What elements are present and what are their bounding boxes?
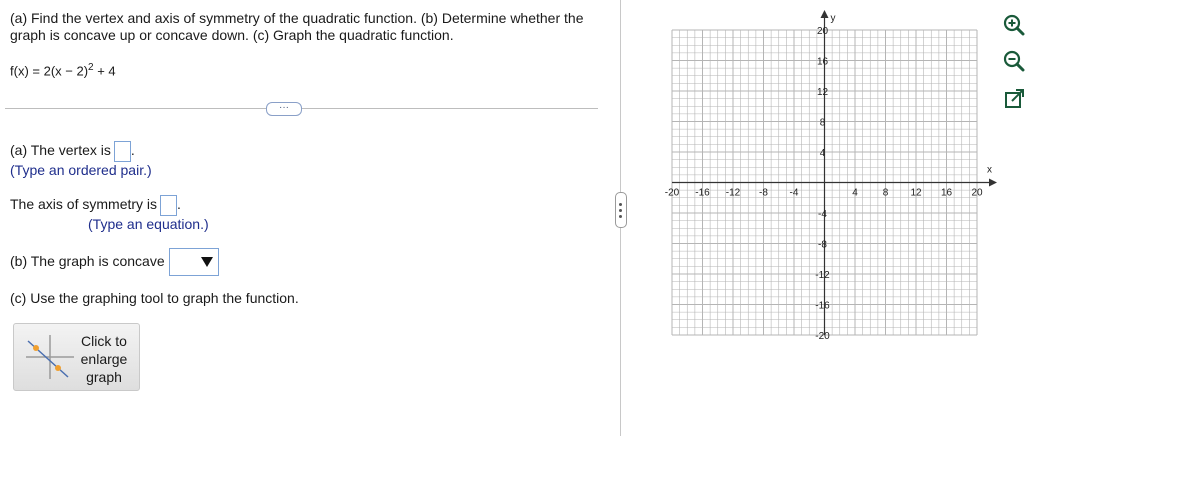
y-axis-arrow-icon [821, 10, 829, 18]
x-tick-label: 12 [910, 187, 922, 199]
axis-answer-box[interactable] [160, 195, 177, 216]
more-button[interactable]: ··· [266, 102, 302, 116]
axis-suffix: . [177, 196, 181, 213]
axis-label: The axis of symmetry is [10, 196, 158, 213]
panel-resize-handle[interactable] [615, 192, 627, 228]
axis-hint: (Type an equation.) [88, 216, 209, 232]
function-suffix: + 4 [93, 63, 116, 79]
y-axis-label: y [830, 13, 836, 24]
coordinate-graph[interactable] [660, 10, 1000, 355]
enlarge-line-2: enlarge [80, 351, 128, 367]
x-tick-label: -20 [664, 187, 680, 199]
enlarge-line-3: graph [86, 369, 122, 385]
y-tick-label: -4 [818, 209, 827, 220]
concave-label: (b) The graph is concave [10, 253, 165, 269]
zoom-in-icon[interactable] [1003, 14, 1025, 36]
enlarge-graph-label [76, 332, 132, 386]
y-tick-label: -8 [818, 239, 827, 251]
x-tick-label: 8 [882, 187, 889, 199]
vertex-row [10, 141, 135, 162]
y-tick-label: 8 [819, 117, 826, 129]
x-tick-label: 4 [852, 187, 858, 199]
y-tick-label: -12 [815, 270, 830, 281]
y-tick-label: -16 [815, 300, 830, 312]
vertex-label: (a) The vertex is [10, 142, 111, 159]
x-tick-label: 16 [940, 187, 953, 199]
question-prompt: (a) Find the vertex and axis of symmetry of the quadratic function. (b) Determine whether the graph is concave up or concave down. (c) Graph the quadratic function. [10, 10, 584, 43]
vertex-suffix: . [130, 142, 135, 159]
function-definition [10, 62, 116, 78]
y-tick-label: 16 [816, 56, 829, 68]
x-tick-label: -4 [789, 187, 799, 199]
open-new-window-icon[interactable] [1003, 88, 1025, 110]
axis-row [10, 195, 181, 216]
y-tick-label: 12 [816, 87, 829, 98]
enlarge-graph-button[interactable] [13, 323, 140, 391]
x-tick-label: 20 [971, 187, 983, 199]
zoom-out-icon[interactable] [1003, 50, 1025, 72]
graph-thumbnail-icon [24, 333, 76, 381]
x-axis-label: x [987, 164, 992, 176]
graph-instruction: (c) Use the graphing tool to graph the function. [10, 290, 299, 306]
concave-dropdown[interactable] [169, 248, 219, 276]
y-tick-label: -20 [815, 331, 830, 342]
enlarge-line-1: Click to [81, 333, 127, 349]
x-axis-arrow-icon [989, 179, 997, 187]
function-exponent: 2 [88, 62, 94, 73]
function-prefix: f(x) = 2(x − 2) [10, 63, 89, 79]
dropdown-arrow-icon [201, 257, 213, 267]
x-tick-label: -8 [759, 187, 768, 199]
x-tick-label: -16 [695, 187, 710, 199]
y-tick-label: 4 [819, 148, 826, 159]
vertex-hint: (Type an ordered pair.) [10, 162, 152, 178]
vertex-answer-box[interactable] [114, 141, 131, 162]
y-tick-label: 20 [816, 26, 829, 37]
x-tick-label: -12 [725, 187, 741, 199]
